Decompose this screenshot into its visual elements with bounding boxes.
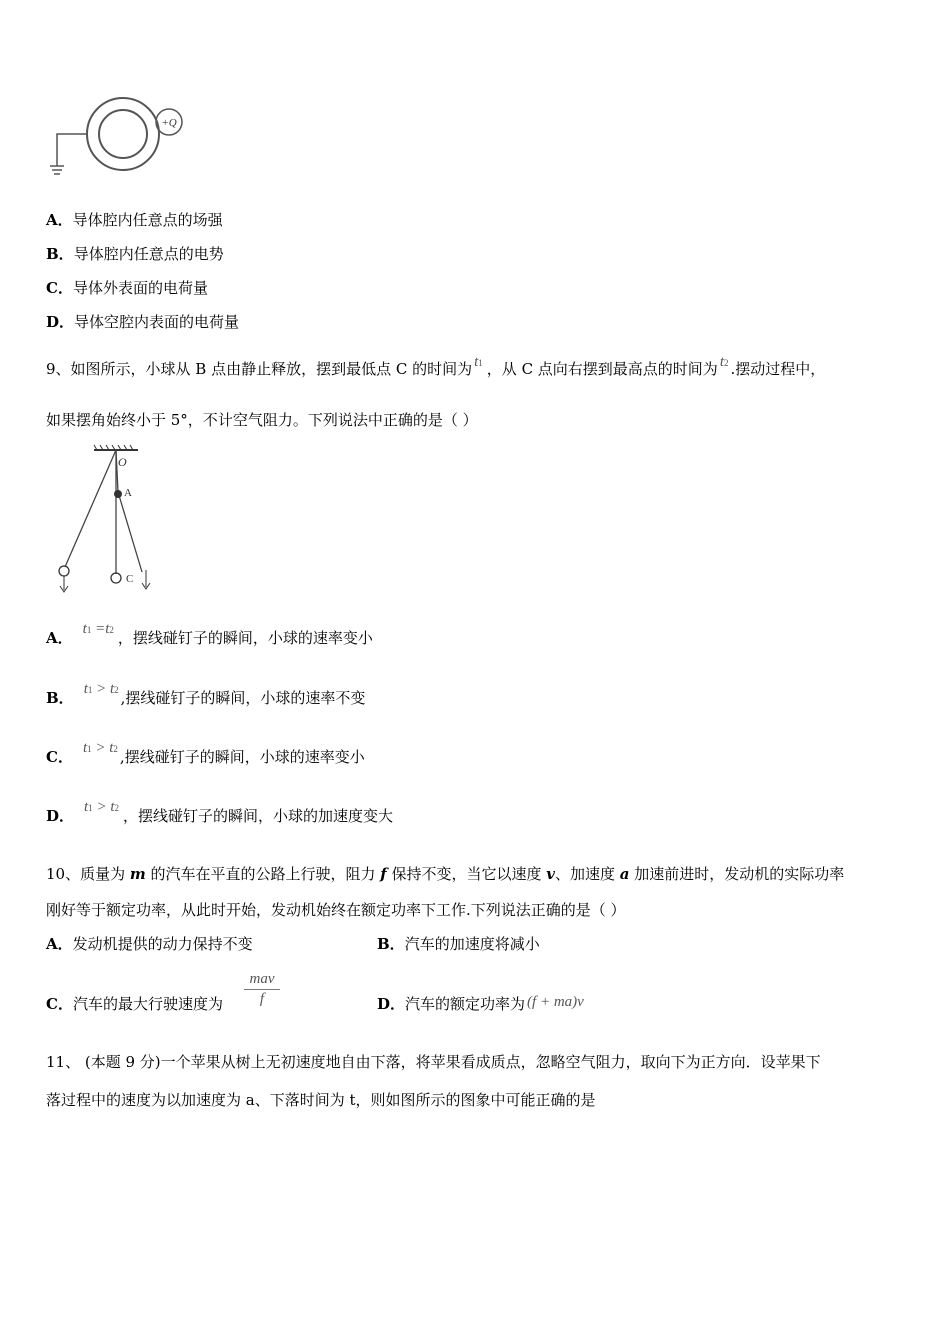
charge-label: +Q: [161, 117, 177, 129]
string-right-lower: [118, 492, 142, 572]
ball-c: [111, 573, 121, 583]
label-a: A: [124, 487, 132, 499]
q11-stem-line1: 11、 (本题 9 分)一个苹果从树上无初速度地自由下落，将苹果看成质点，忽略空气阻力，取向下为正方向．设苹果下: [46, 1053, 821, 1071]
q10-stem-line1: 10、质量为 m 的汽车在平直的公路上行驶，阻力 f 保持不变，当它以速度 v、加速度 a 加速前进时，发动机的实际功率: [46, 865, 845, 883]
q10-stem-line2: 刚好等于额定功率，从此时开始，发动机始终在额定功率下工作.下列说法正确的是（ ）: [46, 901, 626, 919]
q9-option-c: C． t1 > t2 ,摆线碰钉子的瞬间，小球的速率变小: [46, 740, 365, 766]
label-c: C: [126, 573, 134, 585]
q10-option-c: C．汽车的最大行驶速度为: [46, 995, 223, 1013]
q8-option-d: D．导体空腔内表面的电荷量: [46, 313, 240, 331]
ground-wire: [57, 134, 87, 166]
label-o: O: [118, 455, 127, 469]
q9-stem-line2: 如果摆角始终小于 5°，不计空气阻力。下列说法中正确的是（ ）: [46, 411, 478, 429]
fraction-numerator: mav: [244, 970, 280, 990]
q10-option-a: A．发动机提供的动力保持不变: [46, 935, 253, 953]
q11-stem-line2: 落过程中的速度为以加速度为 a、下落时间为 t，则如图所示的图象中可能正确的是: [46, 1091, 596, 1109]
q10-option-d: D．汽车的额定功率为 (f + ma)v: [377, 994, 584, 1013]
q9-option-a: A． t1 =t2 ，摆线碰钉子的瞬间，小球的速率变小: [46, 621, 373, 647]
q9-option-d: D． t1 > t2 ，摆线碰钉子的瞬间，小球的加速度变大: [46, 799, 393, 825]
conductor-inner-circle: [99, 110, 147, 158]
ball-left: [59, 566, 69, 576]
q8-option-b: B．导体腔内任意点的电势: [46, 245, 224, 263]
nail-a: [114, 490, 122, 498]
q8-option-a: A．导体腔内任意点的场强: [46, 211, 223, 229]
conductor-outer-circle: [87, 98, 159, 170]
pendulum-figure: [50, 442, 160, 602]
q10-fraction: [244, 970, 280, 1008]
fraction-denominator: f: [259, 991, 265, 1007]
string-left: [65, 450, 116, 567]
q9-stem-line1: 9、如图所示，小球从 B 点由静止释放，摆到最低点 C 的时间为 t1 ，从 C 点向右摆到最高点的时间为 t2 .摆动过程中，: [46, 354, 826, 378]
q10-option-b: B．汽车的加速度将减小: [377, 935, 540, 953]
conductor-figure: [44, 96, 194, 186]
q9-option-b: B． t1 > t2 ,摆线碰钉子的瞬间，小球的速率不变: [46, 681, 366, 707]
q8-option-c: C．导体外表面的电荷量: [46, 279, 208, 297]
rated-power-formula: (f + ma)v: [527, 994, 584, 1010]
